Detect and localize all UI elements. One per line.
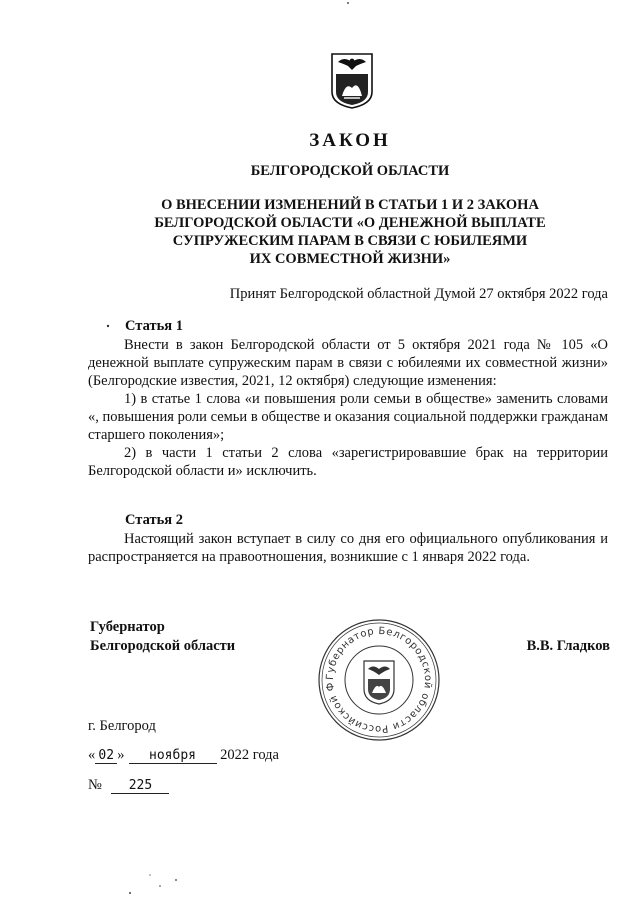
date-quote-close: » — [117, 747, 125, 763]
signatory-position-line: Белгородской области — [90, 638, 236, 654]
seal-text: Губернатор Белгородской области Российской Ф — [324, 625, 434, 735]
number-value: 225 — [111, 778, 169, 794]
article-1-item-2: 2) в части 1 статьи 2 слова «зарегистрировавшие брак на территории Белгородской области и» исключить. — [88, 445, 608, 479]
document-region: БЕЛГОРОДСКОЙ ОБЛАСТИ — [250, 163, 450, 179]
date-month: ноября — [129, 748, 217, 764]
article-2-text: Настоящий закон вступает в силу со дня его официального опубликования и распространяется на правоотношения, возникшие с 1 января 2022 года. — [88, 531, 608, 565]
adoption-note: Принят Белгородской областной Думой 27 октября 2022 года — [229, 286, 608, 302]
subject-line: БЕЛГОРОДСКОЙ ОБЛАСТИ «О ДЕНЕЖНОЙ ВЫПЛАТЕ — [154, 215, 546, 231]
document-title: ЗАКОН — [309, 130, 391, 151]
article-1-item-1: 1) в статье 1 слова «и повышения роли семьи в обществе» заменить словами «, повышения роли семьи в обществе и оказания социальной поддержки гражданам старшего поколения»; — [88, 391, 608, 443]
date-quote-open: « — [88, 747, 96, 763]
signatory-position-line: Губернатор — [90, 619, 165, 635]
date-year: 2022 года — [220, 747, 279, 763]
article-2-title: Статья 2 — [125, 512, 183, 528]
subject-line: ИХ СОВМЕСТНОЙ ЖИЗНИ» — [249, 251, 451, 267]
article-1-title: Статья 1 — [125, 318, 183, 334]
article-1-intro: Внести в закон Белгородской области от 5 октября 2021 года № 105 «О денежной выплате супружеским парам в связи с юбилеями их совместной жизни» (Белгородские известия, 2021, 12 октября) следующие изменения: — [88, 337, 608, 389]
place-of-signing: г. Белгород — [88, 718, 156, 734]
number-label: № — [88, 777, 102, 793]
subject-line: СУПРУЖЕСКИМ ПАРАМ В СВЯЗИ С ЮБИЛЕЯМИ — [172, 233, 528, 249]
date-day: 02 — [95, 748, 117, 764]
signatory-name: В.В. Гладков — [526, 638, 610, 654]
subject-line: О ВНЕСЕНИИ ИЗМЕНЕНИЙ В СТАТЬИ 1 И 2 ЗАКОНА — [161, 197, 539, 213]
